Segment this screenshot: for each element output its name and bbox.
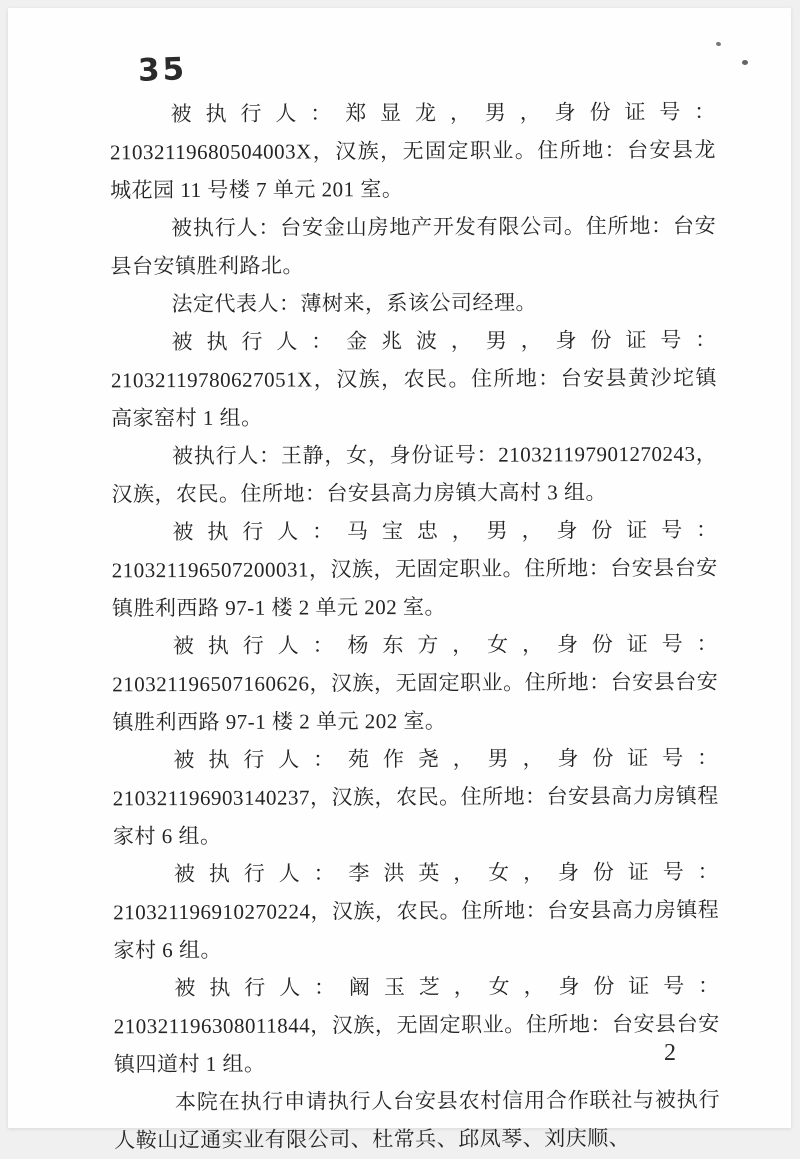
scan-speck	[742, 60, 748, 65]
handwritten-page-number: 35	[137, 51, 188, 89]
scan-speck	[715, 41, 721, 46]
paragraph-defendant-mabaozhong: 被执行人：马宝忠，男，身份证号：210321196507200031，汉族，无固定职业。住所地：台安县台安镇胜利西路 97-1 楼 2 单元 202 室。	[111, 517, 718, 621]
paragraph-defendant-jinzhaobo: 被执行人：金兆波，男，身份证号：21032119780627051X，汉族，农民。住所地：台安县黄沙坨镇高家窑村 1 组。	[110, 327, 717, 431]
paragraph-defendant-zhengxianlong: 被执行人：郑显龙，男，身份证号：21032119680504003X，汉族，无固定职业。住所地：台安县龙城花园 11 号楼 7 单元 201 室。	[109, 99, 716, 203]
paragraph-court-statement: 本院在执行申请执行人台安县农村信用合作联社与被执行人鞍山辽通实业有限公司、杜常兵、邱凤琴、刘庆顺、	[114, 1087, 721, 1153]
page-number: 2	[664, 1040, 676, 1066]
paragraph-legal-representative: 法定代表人：薄树来，系该公司经理。	[171, 290, 538, 317]
paragraph-defendant-wangjing: 被执行人：王静，女，身份证号：210321197901270243，汉族，农民。住所地：台安县高力房镇大高村 3 组。	[111, 441, 718, 507]
paragraph-defendant-company: 被执行人：台安金山房地产开发有限公司。住所地：台安县台安镇胜利路北。	[110, 213, 717, 279]
paragraph-defendant-kanyuzhi: 被执行人：阚玉芝，女，身份证号：210321196308011844，汉族，无固定职业。住所地：台安县台安镇四道村 1 组。	[113, 973, 720, 1077]
paragraph-defendant-lihongying: 被执行人：李洪英，女，身份证号：210321196910270224，汉族，农民。住所地：台安县高力房镇程家村 6 组。	[113, 859, 720, 963]
paragraph-defendant-yangdongfang: 被执行人：杨东方，女，身份证号：210321196507160626，汉族，无固定职业。住所地：台安县台安镇胜利西路 97-1 楼 2 单元 202 室。	[112, 631, 719, 735]
scanned-document-page	[8, 8, 791, 1153]
paragraph-defendant-yuanzuoyao: 被执行人：苑作尧，男，身份证号：210321196903140237，汉族，农民。住所地：台安县高力房镇程家村 6 组。	[112, 745, 719, 849]
document-body	[110, 93, 721, 1159]
